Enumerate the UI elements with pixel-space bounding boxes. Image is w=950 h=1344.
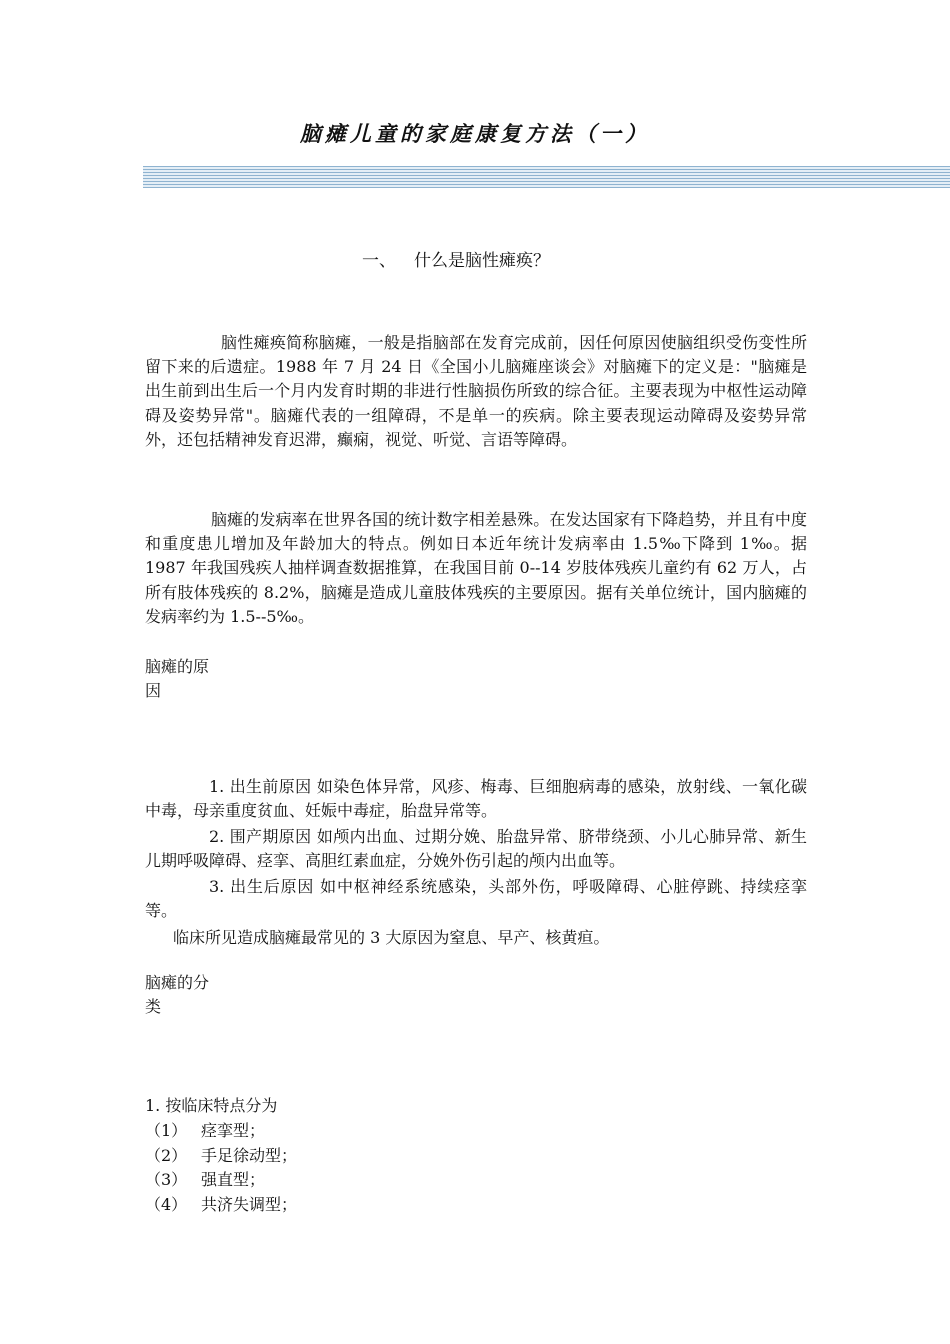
list-item (145, 1119, 297, 1144)
list-item-number: （2） (145, 1145, 188, 1165)
document-title: 脑瘫儿童的家庭康复方法（一） (300, 121, 650, 146)
section-number: 一、 (362, 251, 396, 271)
list-item-label: 强直型； (201, 1170, 266, 1189)
clinical-note: 临床所见造成脑瘫最常见的 3 大原因为窒息、早产、核黄疸。 (173, 928, 610, 947)
list-item-label: 痉挛型； (201, 1121, 266, 1140)
list-item-label: 共济失调型； (201, 1194, 298, 1214)
list-item-number: （4） (145, 1194, 188, 1214)
classification-heading: 1. 按临床特点分为 (145, 1096, 278, 1115)
paragraph-definition: 脑性瘫痪简称脑瘫，一般是指脑部在发育完成前，因任何原因使脑组织受伤变性所留下来的后遗症。1988 年 7 月 24 日《全国小儿脑瘫座谈会》对脑瘫下的定义是："脑瘫是出生前到出生后一个月内发育时期的非进行性脑损伤所致的综合征。主要表现为中枢性运动障碍及姿势异常"。脑瘫代表的一组障碍，不是单一的疾病。除主要表现运动障碍及姿势异常外，还包括精神发育迟滞，癫痫，视觉、听觉、言语等障碍。 (145, 333, 807, 449)
causes-label (145, 655, 225, 703)
list-item-number: （1） (145, 1121, 188, 1140)
cause-item: 1. 出生前原因 如染色体异常，风疹、梅毒、巨细胞病毒的感染，放射线、一氧化碳中毒，母亲重度贫血、妊娠中毒症，胎盘异常等。 (145, 777, 807, 821)
classification-label (145, 971, 225, 1019)
causes-label-line: 脑瘫的原 (145, 657, 210, 676)
list-item-number: （3） (145, 1170, 188, 1189)
title-divider (143, 166, 950, 188)
cause-item: 2. 围产期原因 如颅内出血、过期分娩、胎盘异常、脐带绕颈、小儿心肺异常、新生儿期呼吸障碍、痉挛、高胆红素血症，分娩外伤引起的颅内出血等。 (145, 827, 807, 871)
list-item (145, 1144, 297, 1169)
list-item-label: 手足徐动型； (201, 1145, 298, 1165)
classification-label-line: 脑瘫的分 (145, 973, 210, 992)
section-heading-text: 什么是脑性瘫痪？ (414, 251, 550, 271)
list-item (145, 1168, 297, 1193)
classification-label-line: 类 (145, 997, 162, 1016)
type-list (145, 1119, 297, 1217)
causes-label-line: 因 (145, 681, 162, 700)
list-item (145, 1193, 297, 1218)
paragraph-incidence: 脑瘫的发病率在世界各国的统计数字相差悬殊。在发达国家有下降趋势，并且有中度和重度患儿增加及年龄加大的特点。例如日本近年统计发病率由 1.5‰下降到 1‰。据 1987 年我国残疾人抽样调查数据推算，在我国目前 0--14 岁肢体残疾儿童约有 62 万人，占所有肢体残疾的 8.2%，脑瘫是造成儿童肢体残疾的主要原因。据有关单位统计，国内脑瘫的发病率约为 1.5--5‰。 (145, 510, 807, 626)
cause-item: 3. 出生后原因 如中枢神经系统感染，头部外伤，呼吸障碍、心脏停跳、持续痉挛等。 (145, 877, 807, 921)
section-heading (362, 246, 550, 271)
